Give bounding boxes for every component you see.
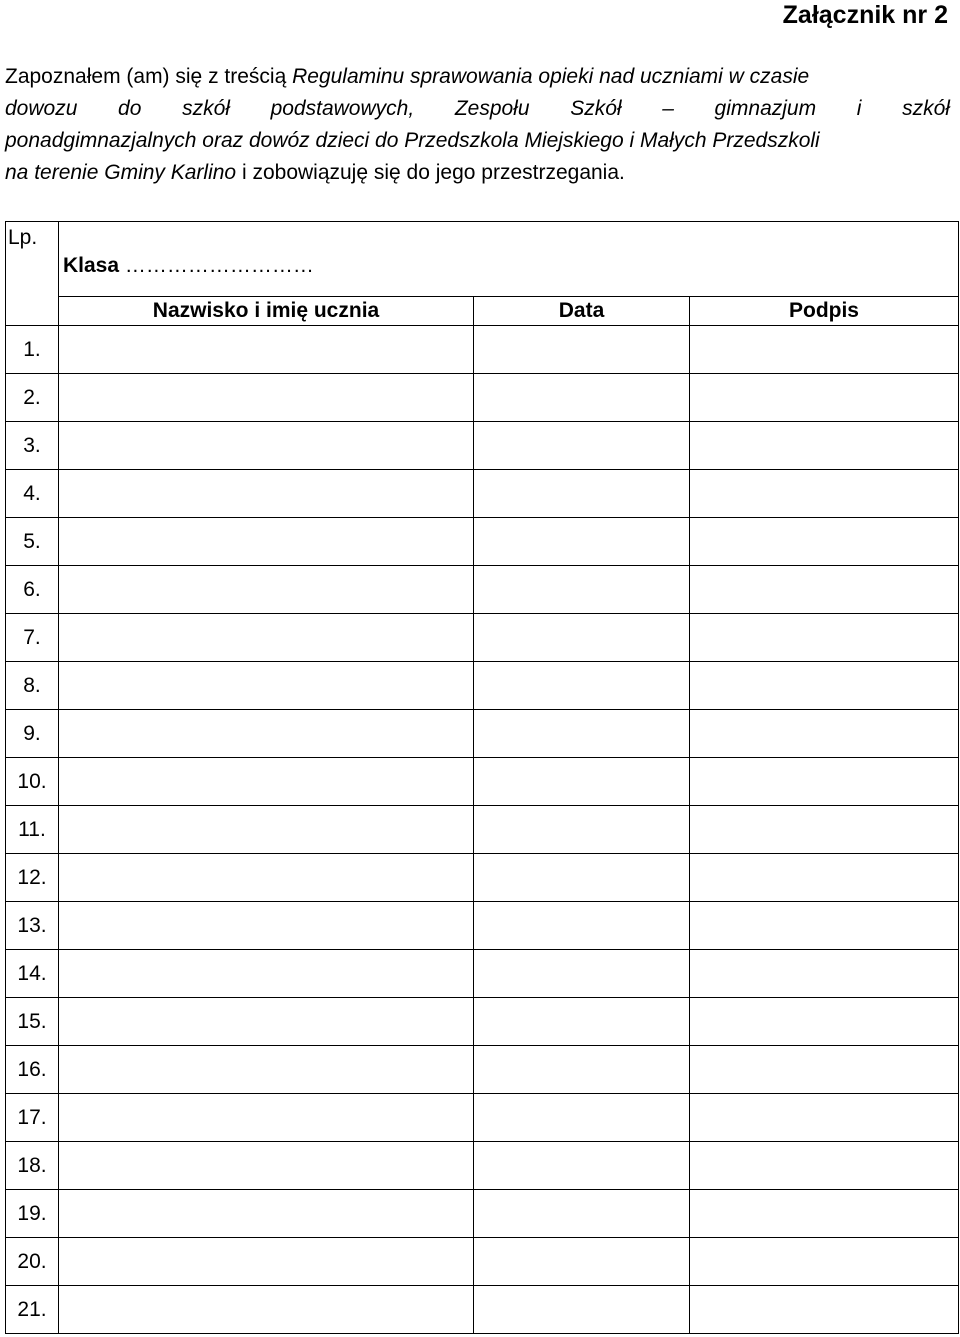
date-cell[interactable] bbox=[474, 950, 690, 998]
declaration-text bbox=[5, 61, 950, 189]
declaration-line-4-part: i zobowiązuję się do jego przestrzegania. bbox=[236, 161, 625, 184]
declaration-line-4-part: na terenie Gminy Karlino bbox=[5, 161, 237, 184]
class-blank-line: ……………………… bbox=[124, 254, 314, 277]
date-cell[interactable] bbox=[474, 422, 690, 470]
table-row bbox=[6, 1142, 959, 1190]
row-number: 12. bbox=[6, 854, 59, 902]
signature-cell[interactable] bbox=[690, 758, 959, 806]
name-cell[interactable] bbox=[59, 518, 474, 566]
name-cell[interactable] bbox=[59, 374, 474, 422]
column-header-signature: Podpis bbox=[690, 297, 959, 326]
row-number: 7. bbox=[6, 614, 59, 662]
table-row bbox=[6, 1238, 959, 1286]
declaration-line-2-word: i bbox=[856, 97, 862, 120]
row-number: 14. bbox=[6, 950, 59, 998]
table-row bbox=[6, 374, 959, 422]
date-cell[interactable] bbox=[474, 998, 690, 1046]
declaration-line-2-word: – bbox=[662, 97, 674, 120]
name-cell[interactable] bbox=[59, 902, 474, 950]
row-number: 19. bbox=[6, 1190, 59, 1238]
date-cell[interactable] bbox=[474, 566, 690, 614]
row-number: 21. bbox=[6, 1286, 59, 1334]
date-cell[interactable] bbox=[474, 1142, 690, 1190]
name-cell[interactable] bbox=[59, 710, 474, 758]
row-number: 13. bbox=[6, 902, 59, 950]
class-label: Klasa bbox=[63, 254, 120, 277]
name-cell[interactable] bbox=[59, 326, 474, 374]
name-cell[interactable] bbox=[59, 1238, 474, 1286]
signature-cell[interactable] bbox=[690, 614, 959, 662]
declaration-line-1-part: Zapoznałem (am) się z treścią bbox=[5, 65, 293, 88]
row-number: 20. bbox=[6, 1238, 59, 1286]
signature-cell[interactable] bbox=[690, 566, 959, 614]
table-row bbox=[6, 1046, 959, 1094]
date-cell[interactable] bbox=[474, 662, 690, 710]
name-cell[interactable] bbox=[59, 470, 474, 518]
lp-header: Lp. bbox=[6, 222, 59, 326]
declaration-line-2-word: Zespołu bbox=[454, 97, 530, 120]
row-number: 9. bbox=[6, 710, 59, 758]
declaration-line-2-word: do bbox=[118, 97, 142, 120]
signature-cell[interactable] bbox=[690, 806, 959, 854]
name-cell[interactable] bbox=[59, 1286, 474, 1334]
row-number: 17. bbox=[6, 1094, 59, 1142]
student-signature-table bbox=[5, 221, 959, 1334]
signature-cell[interactable] bbox=[690, 902, 959, 950]
name-cell[interactable] bbox=[59, 1046, 474, 1094]
signature-cell[interactable] bbox=[690, 374, 959, 422]
table-row bbox=[6, 998, 959, 1046]
table-row bbox=[6, 422, 959, 470]
signature-cell[interactable] bbox=[690, 950, 959, 998]
row-number: 4. bbox=[6, 470, 59, 518]
signature-cell[interactable] bbox=[690, 518, 959, 566]
declaration-line-2-word: szkół bbox=[182, 97, 230, 120]
name-cell[interactable] bbox=[59, 950, 474, 998]
signature-cell[interactable] bbox=[690, 1094, 959, 1142]
declaration-line-1 bbox=[5, 61, 950, 93]
table-row bbox=[6, 614, 959, 662]
declaration-line-3 bbox=[5, 125, 950, 157]
class-field bbox=[59, 222, 959, 297]
declaration-line-2-word: szkół bbox=[902, 97, 950, 120]
table-row bbox=[6, 326, 959, 374]
table-row bbox=[6, 854, 959, 902]
signature-cell[interactable] bbox=[690, 998, 959, 1046]
declaration-line-2-word: dowozu bbox=[5, 97, 78, 120]
table-header-top bbox=[6, 222, 959, 297]
name-cell[interactable] bbox=[59, 806, 474, 854]
signature-cell[interactable] bbox=[690, 1190, 959, 1238]
date-cell[interactable] bbox=[474, 614, 690, 662]
table-row bbox=[6, 1094, 959, 1142]
attachment-title: Załącznik nr 2 bbox=[782, 1, 948, 29]
date-cell[interactable] bbox=[474, 1238, 690, 1286]
signature-cell[interactable] bbox=[690, 662, 959, 710]
date-cell[interactable] bbox=[474, 902, 690, 950]
date-cell[interactable] bbox=[474, 1046, 690, 1094]
date-cell[interactable] bbox=[474, 758, 690, 806]
row-number: 15. bbox=[6, 998, 59, 1046]
table-row bbox=[6, 470, 959, 518]
table-row bbox=[6, 662, 959, 710]
signature-cell[interactable] bbox=[690, 1286, 959, 1334]
row-number: 1. bbox=[6, 326, 59, 374]
date-cell[interactable] bbox=[474, 1286, 690, 1334]
date-cell[interactable] bbox=[474, 854, 690, 902]
table-row bbox=[6, 1190, 959, 1238]
name-cell[interactable] bbox=[59, 422, 474, 470]
date-cell[interactable] bbox=[474, 326, 690, 374]
date-cell[interactable] bbox=[474, 1190, 690, 1238]
declaration-line-4 bbox=[5, 157, 950, 189]
declaration-line-2-word: gimnazjum bbox=[714, 97, 817, 120]
signature-cell[interactable] bbox=[690, 1046, 959, 1094]
name-cell[interactable] bbox=[59, 566, 474, 614]
table-row bbox=[6, 1286, 959, 1334]
name-cell[interactable] bbox=[59, 662, 474, 710]
declaration-line-2-word: podstawowych, bbox=[270, 97, 415, 120]
name-cell[interactable] bbox=[59, 614, 474, 662]
signature-cell[interactable] bbox=[690, 470, 959, 518]
date-cell[interactable] bbox=[474, 1094, 690, 1142]
row-number: 8. bbox=[6, 662, 59, 710]
row-number: 16. bbox=[6, 1046, 59, 1094]
row-number: 6. bbox=[6, 566, 59, 614]
row-number: 10. bbox=[6, 758, 59, 806]
date-cell[interactable] bbox=[474, 518, 690, 566]
table-row bbox=[6, 950, 959, 998]
declaration-line-2-word: Szkół bbox=[570, 97, 622, 120]
signature-cell[interactable] bbox=[690, 710, 959, 758]
table-column-headers bbox=[6, 297, 959, 326]
row-number: 5. bbox=[6, 518, 59, 566]
name-cell[interactable] bbox=[59, 854, 474, 902]
name-cell[interactable] bbox=[59, 998, 474, 1046]
row-number: 2. bbox=[6, 374, 59, 422]
date-cell[interactable] bbox=[474, 710, 690, 758]
date-cell[interactable] bbox=[474, 470, 690, 518]
signature-cell[interactable] bbox=[690, 854, 959, 902]
name-cell[interactable] bbox=[59, 1142, 474, 1190]
declaration-line-1-part: Regulaminu sprawowania opieki nad uczniami w czasie bbox=[292, 65, 810, 88]
signature-cell[interactable] bbox=[690, 422, 959, 470]
table-row bbox=[6, 710, 959, 758]
name-cell[interactable] bbox=[59, 1190, 474, 1238]
table-row bbox=[6, 902, 959, 950]
row-number: 18. bbox=[6, 1142, 59, 1190]
row-number: 3. bbox=[6, 422, 59, 470]
signature-cell[interactable] bbox=[690, 1142, 959, 1190]
signature-cell[interactable] bbox=[690, 1238, 959, 1286]
declaration-line-2 bbox=[5, 93, 950, 125]
date-cell[interactable] bbox=[474, 806, 690, 854]
name-cell[interactable] bbox=[59, 1094, 474, 1142]
signature-cell[interactable] bbox=[690, 326, 959, 374]
column-header-date: Data bbox=[474, 297, 690, 326]
declaration-line-3-text: ponadgimnazjalnych oraz dowóz dzieci do Przedszkola Miejskiego i Małych Przedszkoli bbox=[5, 129, 820, 152]
row-number: 11. bbox=[6, 806, 59, 854]
name-cell[interactable] bbox=[59, 758, 474, 806]
table-row bbox=[6, 518, 959, 566]
date-cell[interactable] bbox=[474, 374, 690, 422]
table-row bbox=[6, 566, 959, 614]
column-header-name: Nazwisko i imię ucznia bbox=[59, 297, 474, 326]
table-row bbox=[6, 758, 959, 806]
table-row bbox=[6, 806, 959, 854]
